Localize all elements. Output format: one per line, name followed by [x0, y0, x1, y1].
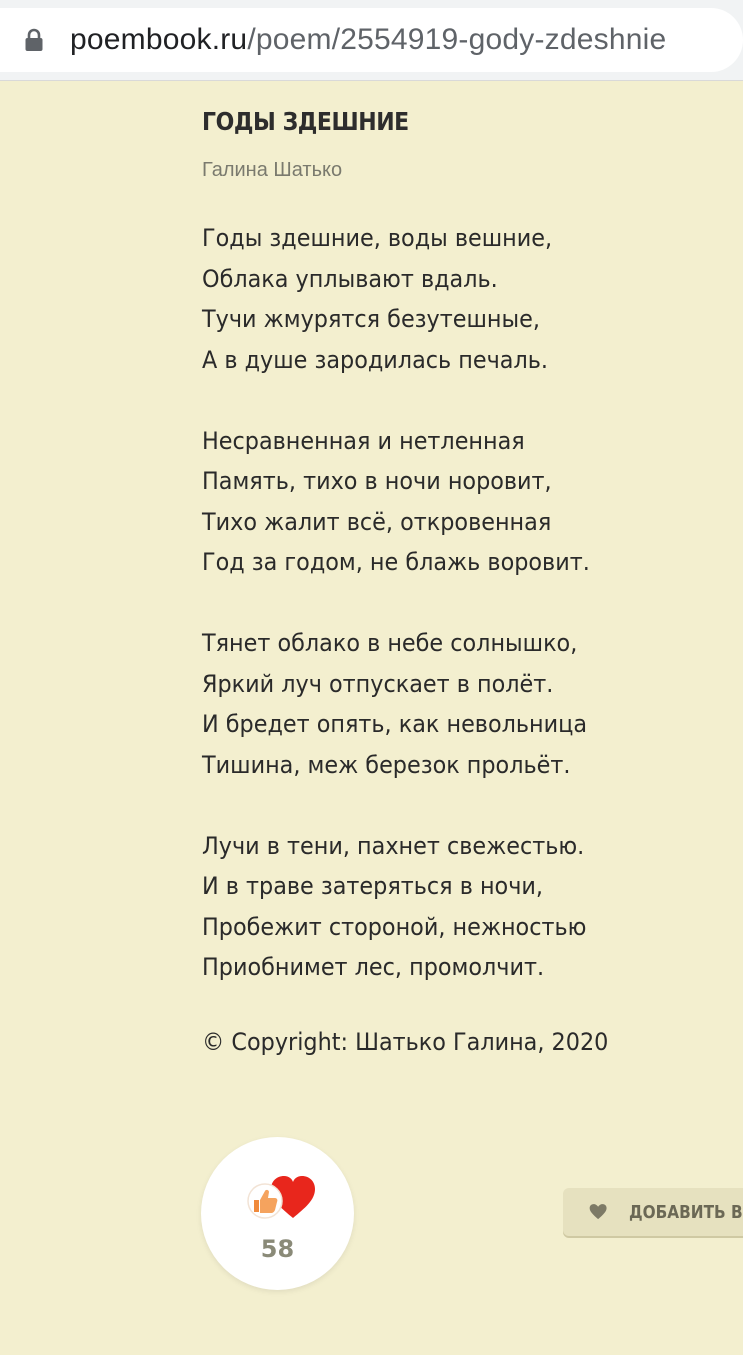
poem-line: И в траве затеряться в ночи, [202, 872, 543, 900]
poem-line: Память, тихо в ночи норовит, [202, 467, 552, 495]
add-to-favorites-label: ДОБАВИТЬ В [629, 1201, 743, 1223]
poem-line: Несравненная и нетленная [202, 426, 525, 455]
poem-line: Яркий луч отпускает в полёт. [202, 669, 554, 698]
poem-page [0, 81, 743, 1355]
poem-line: А в душе зародилась печаль. [202, 345, 548, 374]
poem-line: Тянет облако в небе солнышко, [202, 629, 578, 657]
poem-title: ГОДЫ ЗДЕШНИЕ [202, 107, 409, 136]
url-text[interactable] [70, 23, 666, 57]
lock-icon[interactable] [22, 22, 46, 58]
copyright-notice: © Copyright: Шатько Галина, 2020 [202, 1028, 609, 1056]
poem-stanza [202, 218, 590, 380]
browser-toolbar [0, 0, 743, 81]
poem-line: Пробежит стороной, нежностью [202, 912, 587, 941]
reaction-icons [241, 1173, 317, 1221]
poem-text [202, 218, 590, 1028]
url-host: poembook.ru [70, 23, 248, 56]
poem-line: Год за годом, не блажь воровит. [202, 548, 590, 576]
poem-stanza [202, 826, 590, 988]
poem-line: Тихо жалит всё, откровенная [202, 507, 552, 536]
add-to-favorites-button[interactable] [563, 1188, 743, 1236]
poem-author-link[interactable]: Галина Шатько [202, 159, 343, 181]
poem-line: Тишина, меж березок прольёт. [202, 750, 571, 779]
poem-line: Тучи жмурятся безутешные, [202, 305, 540, 333]
reactions-count: 58 [260, 1235, 295, 1263]
heart-icon [589, 1199, 607, 1225]
poem-stanza [202, 421, 590, 583]
poem-line: Приобнимет лес, промолчит. [202, 953, 545, 981]
poem-line: Облака уплывают вдаль. [202, 264, 498, 293]
poem-stanza [202, 623, 590, 785]
thumbs-up-icon [248, 1184, 282, 1218]
address-bar[interactable] [0, 8, 743, 72]
url-path: /poem/2554919-gody-zdeshnie [247, 23, 667, 56]
reactions-button[interactable] [201, 1137, 354, 1290]
poem-line: Лучи в тени, пахнет свежестью. [202, 831, 585, 860]
poem-line: Годы здешние, воды вешние, [202, 224, 553, 252]
poem-line: И бредет опять, как невольница [202, 710, 588, 738]
